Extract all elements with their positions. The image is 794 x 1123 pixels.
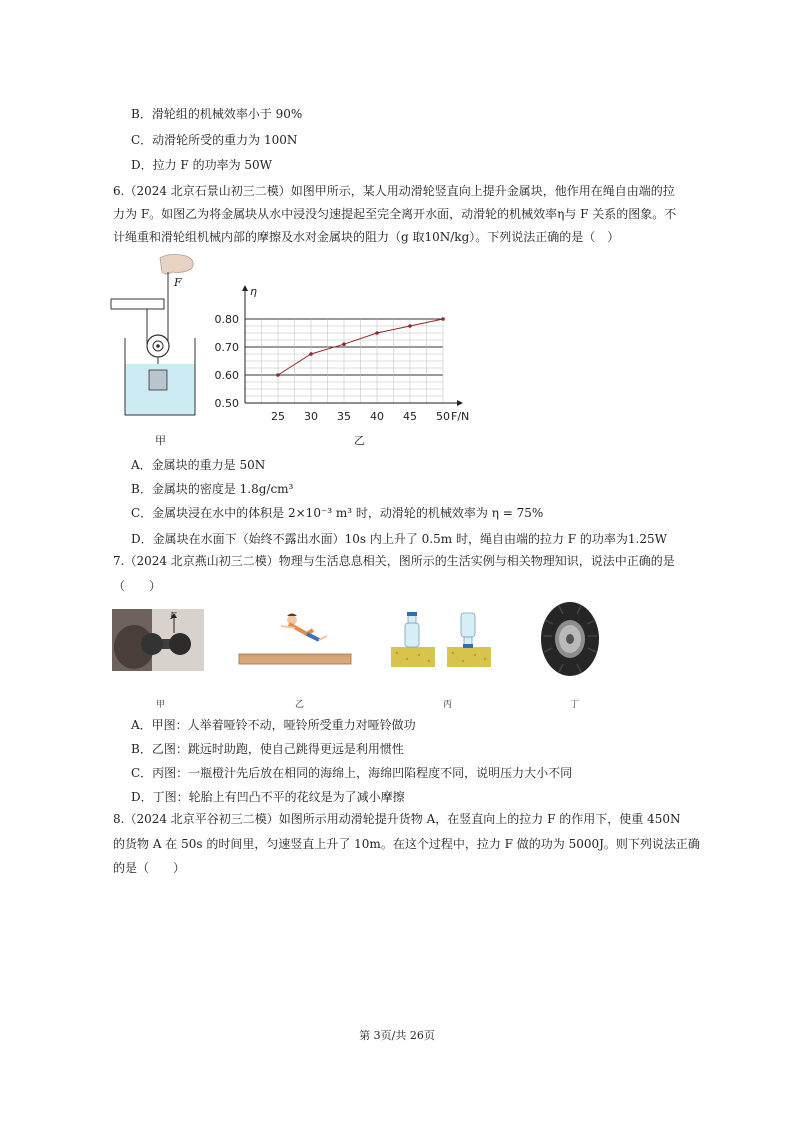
x-axis-arrow [457, 400, 463, 406]
q7-option-c: C．丙图：一瓶橙汁先后放在相同的海绵上，海绵凹陷程度不同，说明压力大小不同 [131, 766, 573, 780]
x-tick-label: 45 [403, 410, 417, 423]
figure-label-yi: 乙 [354, 434, 365, 447]
data-point [441, 317, 445, 321]
y-axis-arrow [242, 285, 248, 291]
long-jump-illustration [237, 612, 354, 670]
ceiling-beam [111, 299, 164, 309]
q7-option-a: A．甲图：人举着哑铃不动，哑铃所受重力对哑铃做功 [131, 718, 416, 732]
q7-stem-line2: （ ） [113, 579, 162, 593]
y-tick-label: 0.70 [214, 341, 239, 354]
q6-option-c: C．金属块浸在水中的体积是 2×10⁻³ m³ 时，动滑轮的机械效率为 η = 75% [131, 506, 544, 520]
x-axis-label: F/N [451, 410, 470, 423]
q7-option-d: D．丁图：轮胎上有凹凸不平的花纹是为了减小摩擦 [131, 790, 405, 804]
q8-stem-line2: 的货物 A 在 50s 的时间里，匀速竖直上升了 10m。在这个过程中，拉力 F 做的功为 5000J。则下列说法正确 [113, 837, 700, 851]
metal-block [149, 370, 167, 390]
data-point [375, 331, 379, 335]
q7-label-bing: 丙 [443, 700, 453, 710]
q5-option-d: D．拉力 F 的功率为 50W [131, 158, 272, 172]
hand-illustration [160, 254, 193, 274]
pulley-figure [108, 252, 208, 422]
data-point [309, 352, 313, 356]
q5-option-b: B．滑轮组的机械效率小于 90% [131, 107, 303, 121]
data-point [342, 342, 346, 346]
efficiency-chart [205, 283, 485, 428]
y-axis-label: η [250, 285, 257, 298]
x-tick-label: 40 [370, 410, 384, 423]
force-label-f: F [174, 276, 182, 289]
tire-photo [539, 600, 601, 678]
q6-option-b: B．金属块的密度是 1.8g/cm³ [131, 482, 294, 496]
page-footer: 第 3页/共 26页 [359, 1029, 435, 1042]
q7-stem-line1: 7.（2024 北京燕山初三二模）物理与生活息息相关，图所示的生活实例与相关物理知识，说法中正确的是 [113, 554, 675, 568]
q6-option-d: D．金属块在水面下（始终不露出水面）10s 内上升了 0.5m 时，绳自由端的拉力 F 的功率为1.25W [131, 532, 667, 546]
q8-stem-line3: 的是（ ） [113, 861, 186, 875]
q6-stem-line3: 计绳重和滑轮组机械内部的摩擦及水对金属块的阻力（g 取10N/kg）。下列说法正确的是（ ） [113, 230, 620, 244]
x-tick-label: 30 [304, 410, 318, 423]
q7-label-jia: 甲 [156, 700, 166, 710]
x-tick-label: 35 [337, 410, 351, 423]
q7-option-b: B．乙图：跳远时助跑，使自己跳得更远是利用惯性 [131, 742, 404, 756]
q6-stem-line2: 力为 F。如图乙为将金属块从水中浸没匀速提起至完全离开水面，动滑轮的机械效率η与 F 关系的图象。不 [113, 207, 677, 221]
y-tick-label: 0.50 [214, 397, 239, 410]
q7-label-yi: 乙 [295, 700, 305, 710]
q8-stem-line1: 8.（2024 北京平谷初三二模）如图所示用动滑轮提升货物 A，在竖直向上的拉力 F 的作用下，使重 450N [113, 812, 681, 826]
data-point [408, 324, 412, 328]
dumbbell-photo [112, 609, 204, 671]
x-tick-label: 25 [271, 410, 285, 423]
dumbbell-force-label: F [170, 612, 177, 622]
y-tick-label: 0.60 [214, 369, 239, 382]
figure-label-jia: 甲 [155, 434, 166, 447]
q5-option-c: C．动滑轮所受的重力为 100N [131, 133, 298, 147]
data-point [276, 373, 280, 377]
q7-label-ding: 丁 [570, 700, 580, 710]
bottle-on-sponge-illustration [391, 609, 491, 669]
q6-option-a: A．金属块的重力是 50N [131, 458, 266, 472]
q6-stem-line1: 6.（2024 北京石景山初三二模）如图甲所示，某人用动滑轮竖直向上提升金属块，他作用在绳自由端的拉 [113, 184, 675, 198]
x-tick-label: 50 [436, 410, 450, 423]
y-tick-label: 0.80 [214, 313, 239, 326]
